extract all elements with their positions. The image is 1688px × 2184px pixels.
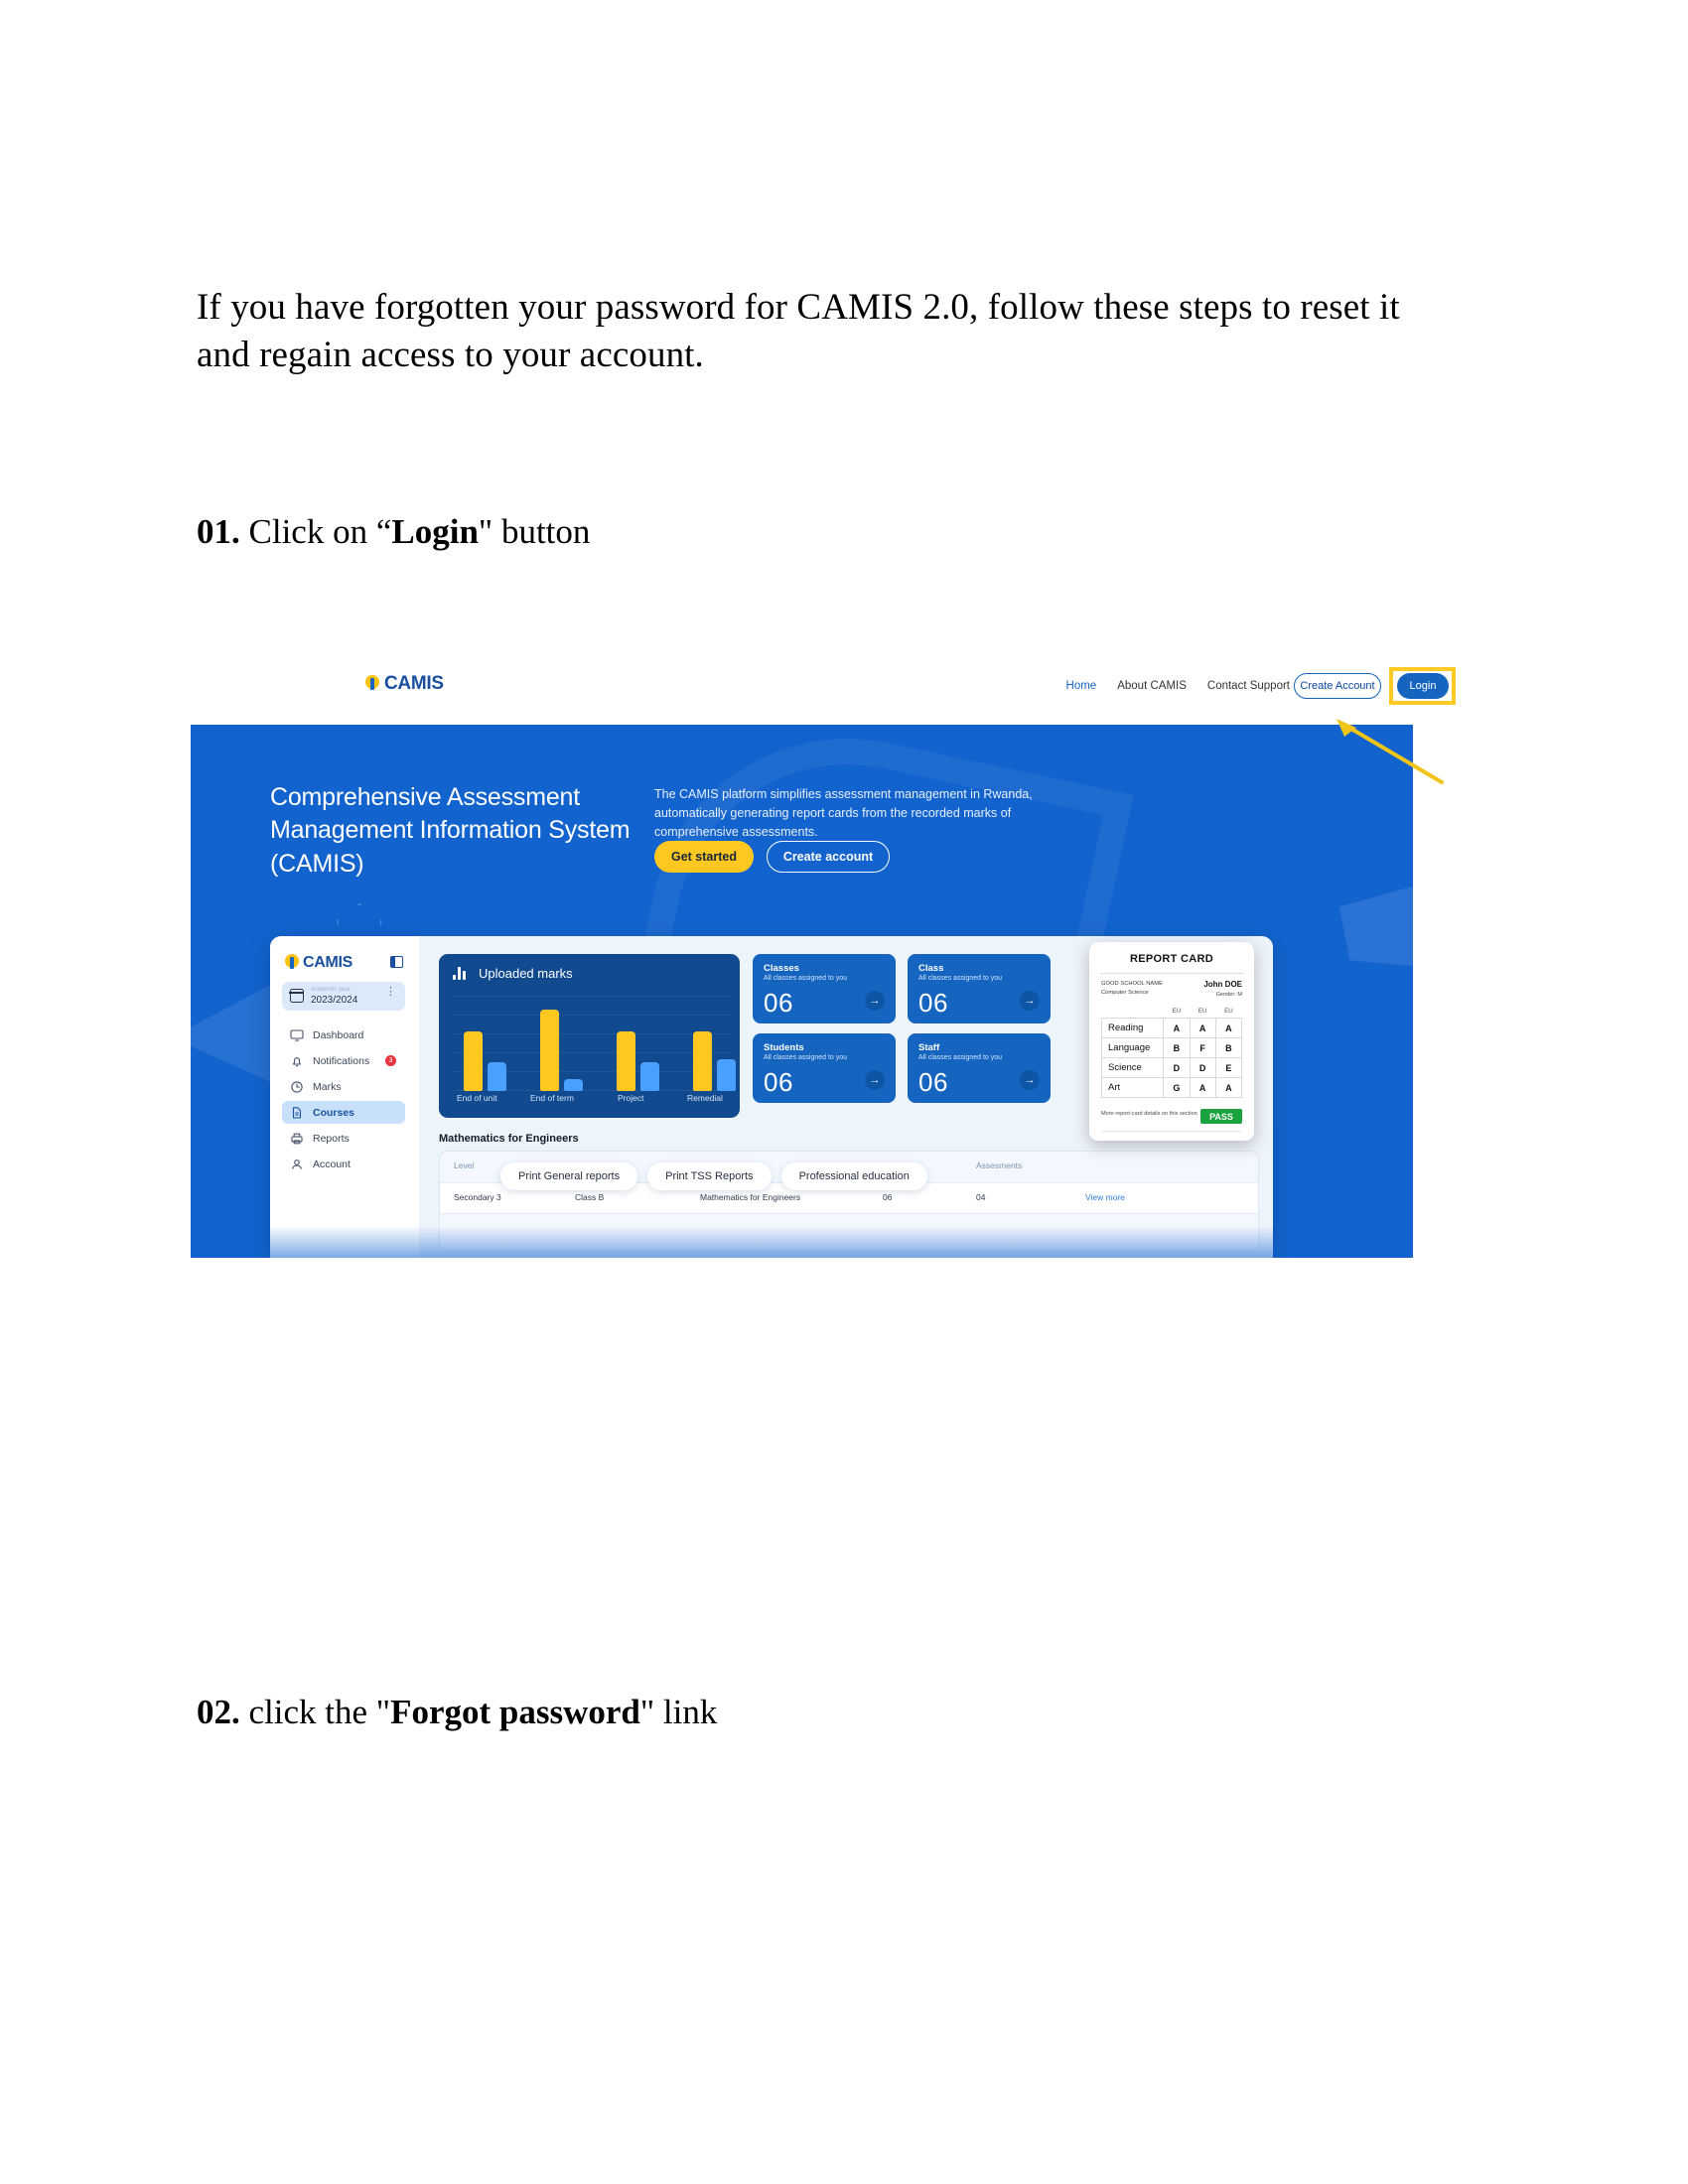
printer-icon [290, 1132, 304, 1146]
professional-education-button[interactable]: Professional education [781, 1162, 927, 1190]
header-col-0: EU [1164, 1004, 1190, 1019]
nav-link-contact-support[interactable]: Contact Support [1206, 680, 1290, 692]
sidebar-item-marks[interactable] [282, 1075, 405, 1098]
subject-reading: Reading [1102, 1019, 1164, 1038]
hero-description: The CAMIS platform simplifies assessment management in Rwanda, automatically generating report cards from the recorded marks of comprehensive assessments. [654, 787, 1033, 839]
grade: A [1190, 1078, 1215, 1098]
camis-logo[interactable] [364, 673, 444, 695]
report-card-student: John DOE [1203, 980, 1242, 989]
collapse-panel-icon[interactable] [390, 956, 403, 968]
bar-group-end-of-unit [464, 1031, 506, 1091]
bar-uploaded [617, 1031, 635, 1091]
grade: A [1164, 1019, 1190, 1038]
bar-pending [488, 1062, 506, 1091]
step-02-line [197, 1693, 717, 1732]
login-button[interactable]: Login [1397, 673, 1449, 699]
sidebar-label-notifications: Notifications [313, 1054, 370, 1067]
notifications-badge: 3 [385, 1055, 396, 1066]
bar-chart-icon [453, 967, 471, 980]
dashboard-main [419, 936, 1273, 1258]
report-action-pills [500, 1162, 927, 1190]
stat-subtitle: All classes assigned to you [918, 975, 1003, 982]
intro-paragraph: If you have forgotten your password for CAMIS 2.0, follow these steps to reset it and regain access to your account. [197, 287, 1400, 376]
stat-value: 06 [764, 988, 793, 1018]
stat-title: Class [918, 963, 944, 974]
nav-link-about[interactable]: About CAMIS [1117, 680, 1187, 692]
calendar-icon [290, 989, 304, 1003]
arrow-right-icon[interactable]: → [865, 991, 885, 1011]
sidebar-item-dashboard[interactable] [282, 1024, 405, 1046]
create-account-button[interactable]: Create Account [1294, 673, 1381, 699]
bar-uploaded [693, 1031, 712, 1091]
arrow-right-icon[interactable]: → [865, 1070, 885, 1090]
step-01-number: 01. [197, 512, 240, 551]
grade: B [1164, 1038, 1190, 1058]
arrow-right-icon[interactable]: → [1020, 991, 1040, 1011]
chart-x-axis [451, 1093, 732, 1111]
grade: E [1215, 1058, 1241, 1078]
axis-tick-0: End of unit [457, 1093, 497, 1103]
subject-language: Language [1102, 1038, 1164, 1058]
status-badge: PASS [1200, 1109, 1242, 1124]
table-row [1102, 1019, 1242, 1038]
decor-quad-icon [1339, 884, 1413, 967]
print-general-reports-button[interactable]: Print General reports [500, 1162, 637, 1190]
sidebar-label-marks: Marks [313, 1080, 342, 1093]
arrow-right-icon[interactable]: → [1020, 1070, 1040, 1090]
site-navbar [191, 650, 1478, 725]
stat-card-classes[interactable] [753, 954, 896, 1024]
camis-logo-text: CAMIS [384, 673, 444, 694]
hero-section [191, 725, 1413, 1258]
academic-year-selector[interactable] [282, 982, 405, 1011]
hero-cta-group [654, 841, 890, 873]
report-card-title: REPORT CARD [1130, 953, 1213, 965]
cell-class: Class B [575, 1192, 605, 1202]
divider [1101, 973, 1242, 974]
step-02-suffix: " link [639, 1693, 718, 1731]
sidebar-logo-text: CAMIS [303, 954, 353, 971]
sidebar-item-reports[interactable] [282, 1127, 405, 1150]
header-blank [1102, 1004, 1164, 1019]
stat-subtitle: All classes assigned to you [764, 975, 848, 982]
grade: A [1215, 1019, 1241, 1038]
report-card-footnote: More report-card details on this section [1101, 1111, 1197, 1117]
subject-art: Art [1102, 1078, 1164, 1098]
step-01-suffix: " button [478, 512, 591, 551]
stat-value: 06 [918, 1067, 948, 1097]
step-01-strong: Login [391, 512, 479, 551]
report-card-overlay [1089, 942, 1254, 1141]
stat-subtitle: All classes assigned to you [764, 1054, 848, 1061]
axis-tick-2: Project [618, 1093, 644, 1103]
sidebar-item-account[interactable] [282, 1153, 405, 1175]
document-icon [290, 1106, 304, 1120]
dashboard-sidebar [270, 936, 419, 1258]
subject-science: Science [1102, 1058, 1164, 1078]
table-row [1102, 1078, 1242, 1098]
bell-icon [290, 1054, 304, 1068]
bar-uploaded [540, 1010, 559, 1091]
cell-students: 06 [883, 1192, 893, 1202]
header-col-2: EU [1215, 1004, 1241, 1019]
step-02-strong: Forgot password [390, 1693, 640, 1731]
stat-value: 06 [764, 1067, 793, 1097]
print-tss-reports-button[interactable]: Print TSS Reports [647, 1162, 771, 1190]
stat-subtitle: All classes assigned to you [918, 1054, 1003, 1061]
bar-pending [564, 1079, 583, 1091]
table-row [1102, 1058, 1242, 1078]
stat-value: 06 [918, 988, 948, 1018]
bar-pending [640, 1062, 659, 1091]
report-card-school [1101, 980, 1163, 998]
step-02-number: 02. [197, 1693, 240, 1731]
view-more-link[interactable]: View more [1085, 1192, 1125, 1202]
step-01-line [197, 512, 590, 552]
bar-group-remedial [693, 1031, 736, 1091]
table-header-row [1102, 1004, 1242, 1019]
chart-plot-area [451, 996, 732, 1091]
chart-title: Uploaded marks [479, 966, 573, 981]
stat-title: Classes [764, 963, 799, 974]
get-started-button[interactable]: Get started [654, 841, 754, 873]
sidebar-label-dashboard: Dashboard [313, 1028, 364, 1041]
table-row [1102, 1038, 1242, 1058]
report-card-table [1101, 1004, 1242, 1098]
hero-title: Comprehensive Assessment Management Information System (CAMIS) [270, 783, 631, 878]
sidebar-bulb-icon [284, 954, 300, 972]
sidebar-item-notifications[interactable] [282, 1049, 405, 1072]
navbar-links [1066, 680, 1290, 692]
header-col-1: EU [1190, 1004, 1215, 1019]
bar-uploaded [464, 1031, 483, 1091]
sidebar-logo[interactable] [284, 954, 352, 972]
academic-year-label: Academic year [311, 987, 351, 993]
stat-card-students[interactable] [753, 1033, 896, 1103]
cell-course: Mathematics for Engineers [700, 1192, 801, 1202]
step-01-prefix: Click on “ [239, 512, 392, 551]
stat-title: Students [764, 1042, 804, 1053]
course-name: Computer Science [1101, 989, 1149, 996]
cell-assessments: 04 [976, 1192, 986, 1202]
grade: A [1215, 1078, 1241, 1098]
course-section [439, 1133, 1259, 1258]
cell-level: Secondary 3 [454, 1192, 501, 1202]
sidebar-label-courses: Courses [313, 1106, 355, 1119]
step-02-prefix: click the " [239, 1693, 391, 1731]
sidebar-label-account: Account [313, 1158, 351, 1170]
more-options-icon[interactable]: ⋮ [385, 986, 396, 998]
grade: D [1164, 1058, 1190, 1078]
school-name: GOOD SCHOOL NAME [1101, 981, 1163, 987]
axis-tick-1: End of term [530, 1093, 574, 1103]
person-icon [290, 1158, 304, 1171]
stat-card-staff[interactable] [908, 1033, 1051, 1103]
grade: G [1164, 1078, 1190, 1098]
embedded-screenshot [191, 650, 1478, 1258]
hero-create-account-button[interactable]: Create account [767, 841, 890, 873]
stat-title: Staff [918, 1042, 940, 1053]
stat-card-class[interactable] [908, 954, 1051, 1024]
sidebar-item-courses[interactable] [282, 1101, 405, 1124]
sidebar-label-reports: Reports [313, 1132, 350, 1145]
academic-year-value: 2023/2024 [311, 995, 358, 1006]
divider [1101, 1131, 1242, 1132]
clock-icon [290, 1080, 304, 1094]
axis-tick-3: Remedial [687, 1093, 723, 1103]
report-card-gender: Gender: M [1215, 992, 1242, 998]
grade: F [1190, 1038, 1215, 1058]
uploaded-marks-chart [439, 954, 740, 1118]
dashboard-preview [270, 936, 1273, 1258]
grade: D [1190, 1058, 1215, 1078]
monitor-icon [290, 1028, 304, 1042]
bar-group-project [617, 1031, 659, 1091]
camis-bulb-icon [364, 675, 380, 693]
col-level: Level [454, 1160, 475, 1170]
col-assessments: Assesments [976, 1160, 1023, 1170]
course-heading: Mathematics for Engineers [439, 1133, 579, 1145]
bar-group-end-of-term [540, 1010, 583, 1091]
grade: B [1215, 1038, 1241, 1058]
nav-link-home[interactable]: Home [1065, 680, 1097, 692]
bar-pending [717, 1059, 736, 1091]
grade: A [1190, 1019, 1215, 1038]
